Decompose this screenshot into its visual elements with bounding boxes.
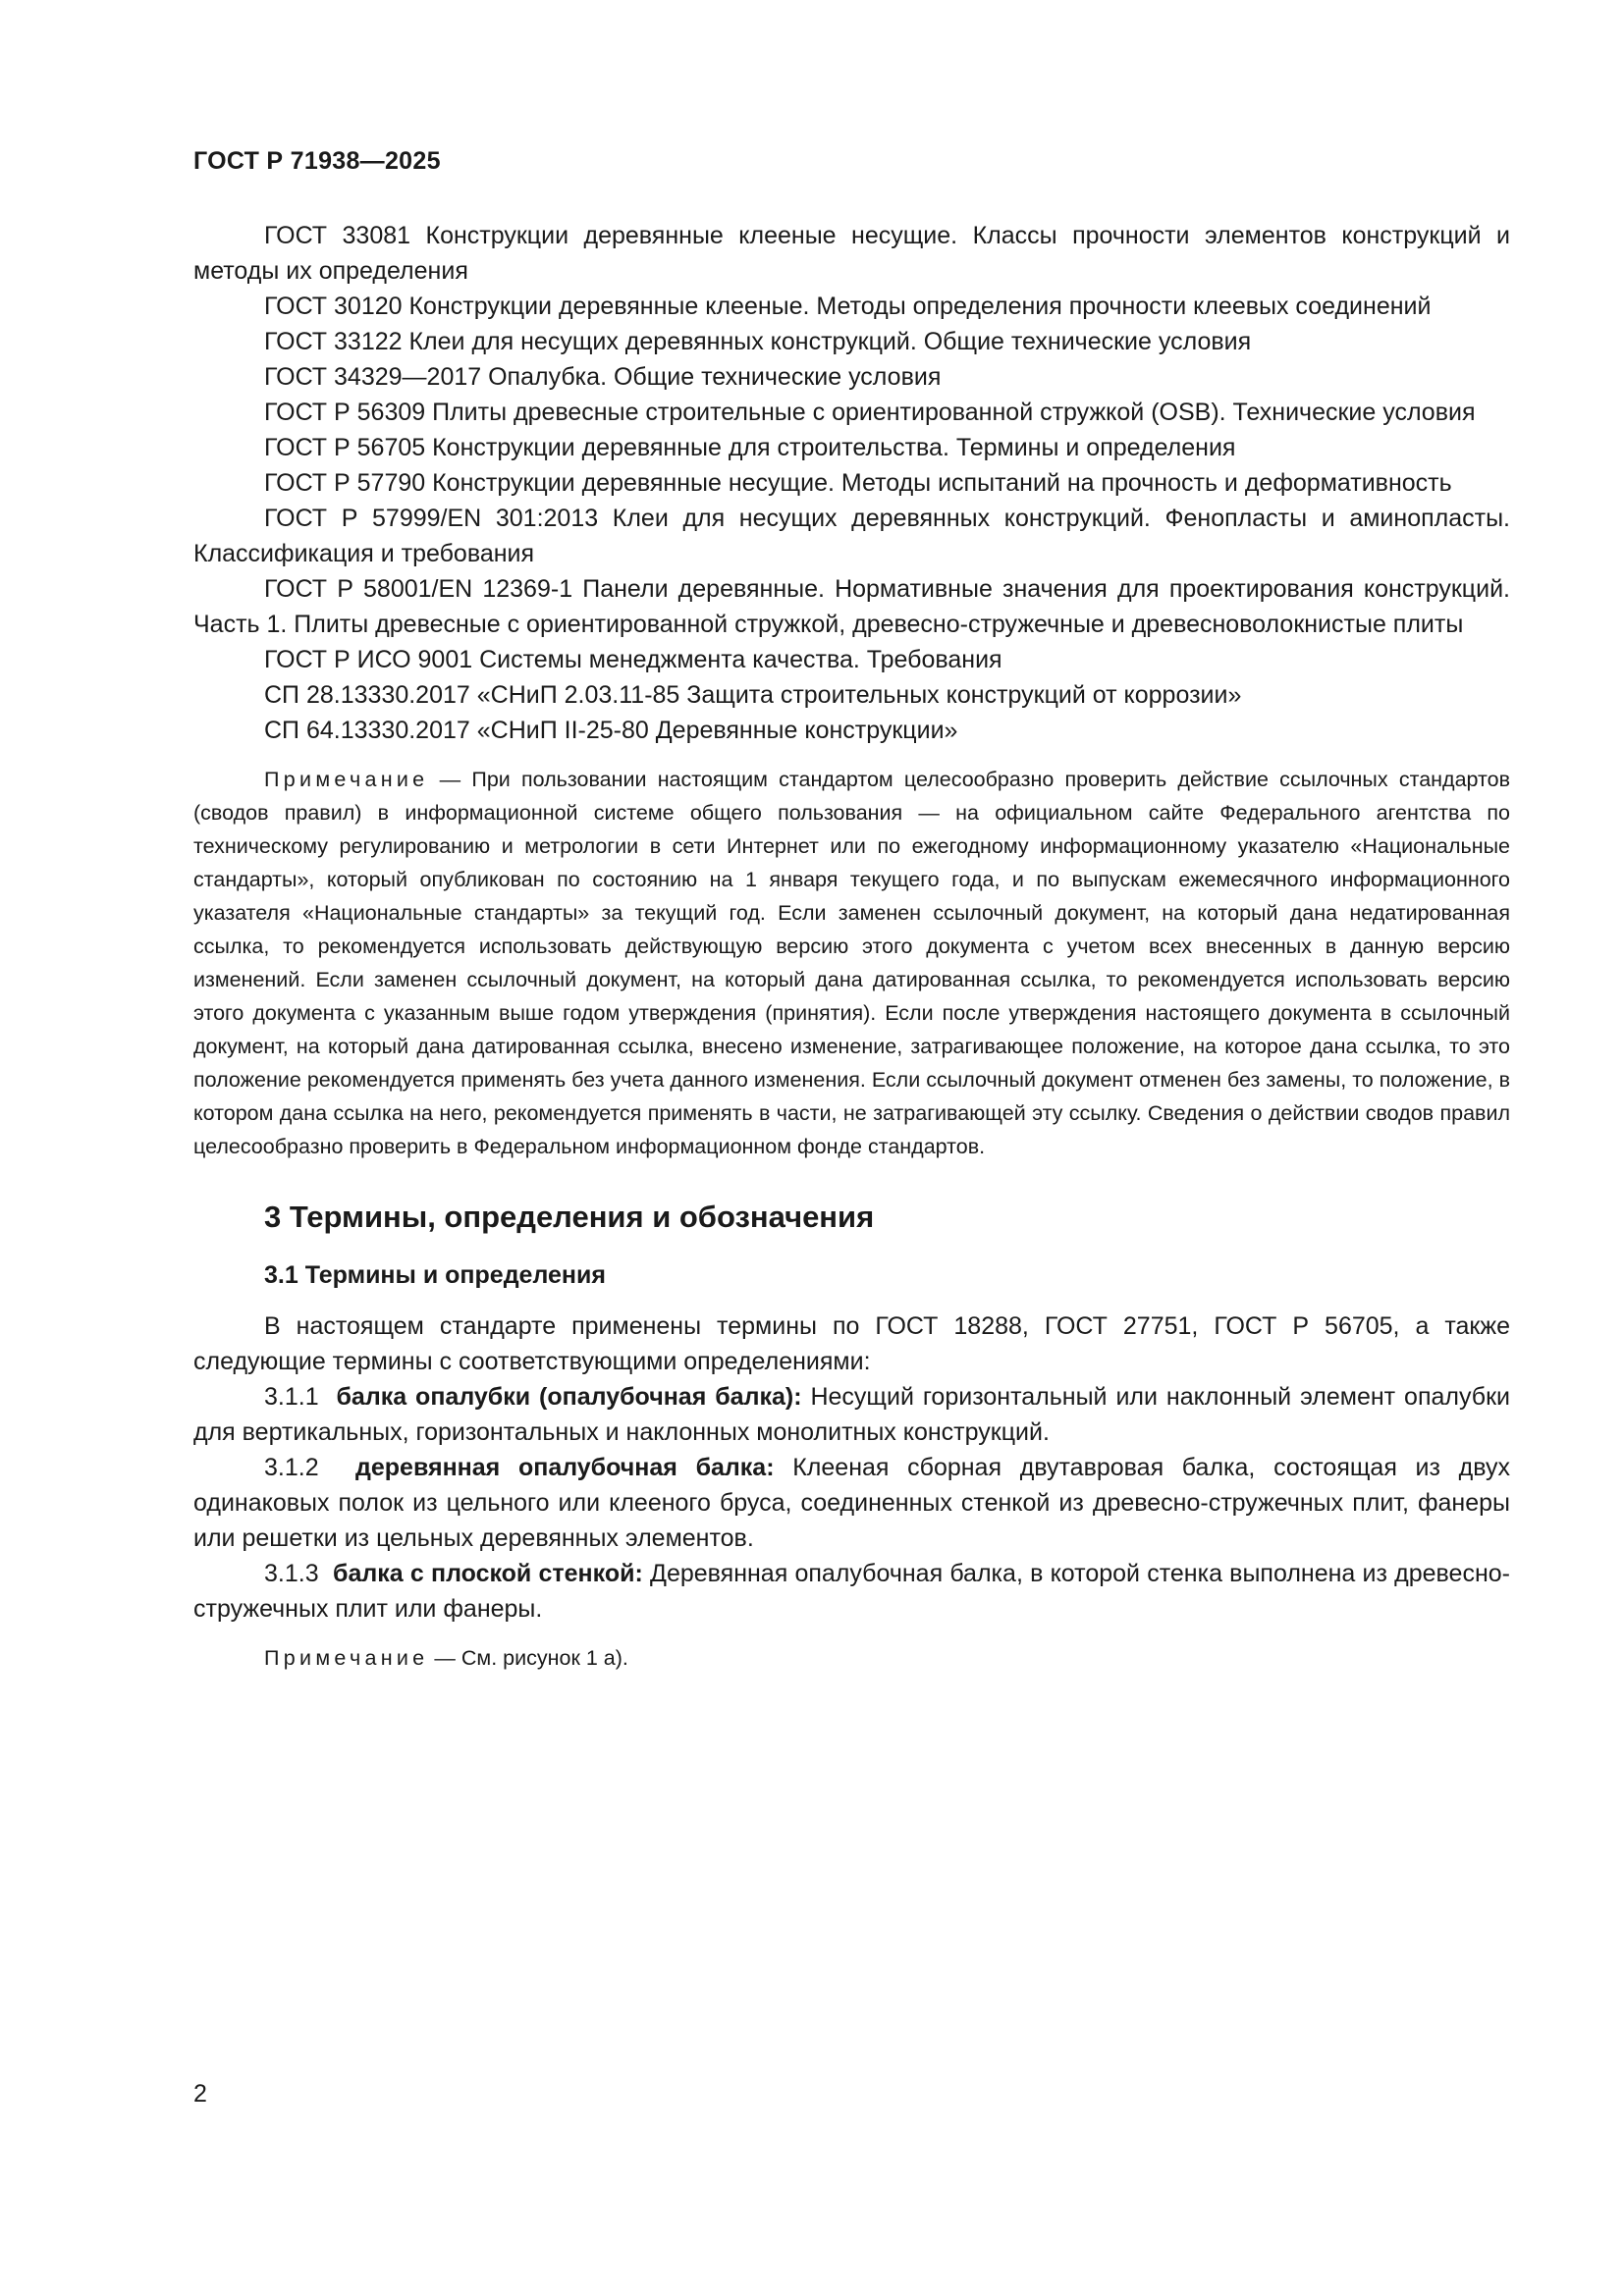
note-label: Примечание — [264, 1646, 429, 1670]
reference-item: ГОСТ Р 57790 Конструкции деревянные несущие. Методы испытаний на прочность и деформативность — [264, 469, 1452, 497]
reference-item: ГОСТ 30120 Конструкции деревянные клееные. Методы определения прочности клеевых соединений — [264, 293, 1432, 320]
terms-list — [193, 1308, 1510, 1627]
term-number: 3.1.2 — [264, 1454, 319, 1481]
normative-references-list — [193, 218, 1510, 748]
reference-item: СП 64.13330.2017 «СНиП II-25-80 Деревянные конструкции» — [264, 717, 958, 744]
term-name: балка с плоской стенкой: — [333, 1560, 643, 1587]
reference-item: ГОСТ 33122 Клеи для несущих деревянных конструкций. Общие технические условия — [264, 328, 1252, 355]
term-entry — [193, 1556, 1510, 1627]
reference-item: ГОСТ 34329—2017 Опалубка. Общие технические условия — [264, 363, 942, 391]
reference-item: ГОСТ Р ИСО 9001 Системы менеджмента качества. Требования — [264, 646, 1002, 673]
note-label: Примечание — [264, 768, 429, 791]
term-number: 3.1.3 — [264, 1560, 319, 1587]
term-definition: Клееная сборная двутавровая балка, состоящая из двух одинаковых полок из цельного или клееного бруса, соединенных стенкой из древесно-стружечных плит, фанеры или решетки из цельных деревянных элементов. — [193, 1454, 1510, 1552]
reference-item: ГОСТ 33081 Конструкции деревянные клееные несущие. Классы прочности элементов конструкций и методы их определения — [193, 222, 1510, 285]
note-text: — При пользовании настоящим стандартом целесообразно проверить действие ссылочных стандартов (сводов правил) в информационной системе общего пользования — на официальном сайте Федерального агентства по техническому регулированию и метрологии в сети Интернет или по ежегодному информационному указателю «Национальные стандарты», который опубликован по состоянию на 1 января текущего года, и по выпускам ежемесячного информационного указателя «Национальные стандарты» за текущий год. Если заменен ссылочный документ, на который дана недатированная ссылка, то рекомендуется использовать действующую версию этого документа с учетом всех внесенных в данную версию изменений. Если заменен ссылочный документ, на который дана датированная ссылка, то рекомендуется использовать версию этого документа с указанным выше годом утверждения (принятия). Если после утверждения настоящего документа в ссылочный документ, на который дана датированная ссылка, внесено изменение, затрагивающее положение, на которое дана ссылка, то это положение рекомендуется применять без учета данного изменения. Если ссылочный документ отменен без замены, то положение, в котором дана ссылка на него, рекомендуется применять в части, не затрагивающей эту ссылку. Сведения о действии сводов правил целесообразно проверить в Федеральном информационном фонде стандартов. — [193, 768, 1510, 1158]
term-entry — [193, 1379, 1510, 1450]
document-header: ГОСТ Р 71938—2025 — [193, 147, 441, 175]
section-heading: 3 Термины, определения и обозначения — [264, 1200, 875, 1234]
term-name: деревянная опалубочная балка: — [355, 1454, 775, 1481]
term-note — [193, 1641, 1510, 1675]
term-name: балка опалубки (опалубочная балка): — [336, 1383, 802, 1411]
reference-item: ГОСТ Р 56705 Конструкции деревянные для строительства. Термины и определения — [264, 434, 1236, 461]
term-entry — [193, 1450, 1510, 1556]
subsection-heading: 3.1 Термины и определения — [264, 1261, 606, 1289]
references-note — [193, 763, 1510, 1163]
reference-item: ГОСТ Р 58001/EN 12369-1 Панели деревянные. Нормативные значения для проектирования конструкций. Часть 1. Плиты древесные с ориентированной стружкой, древесно-стружечные и древесноволокнистые плиты — [193, 575, 1510, 638]
term-number: 3.1.1 — [264, 1383, 319, 1411]
reference-item: ГОСТ Р 56309 Плиты древесные строительные с ориентированной стружкой (OSB). Технические условия — [264, 399, 1476, 426]
term-definition: Деревянная опалубочная балка, в которой стенка выполнена из древесно-стружечных плит или фанеры. — [193, 1560, 1510, 1623]
note-text: — См. рисунок 1 а). — [428, 1646, 628, 1670]
page-number: 2 — [193, 2080, 207, 2108]
page-content — [193, 218, 1510, 1675]
terms-intro: В настоящем стандарте применены термины по ГОСТ 18288, ГОСТ 27751, ГОСТ Р 56705, а также следующие термины с соответствующими определениями: — [193, 1312, 1510, 1375]
reference-item: ГОСТ Р 57999/EN 301:2013 Клеи для несущих деревянных конструкций. Фенопласты и аминопласты. Классификация и требования — [193, 505, 1510, 567]
term-definition: Несущий горизонтальный или наклонный элемент опалубки для вертикальных, горизонтальных и наклонных монолитных конструкций. — [193, 1383, 1510, 1446]
reference-item: СП 28.13330.2017 «СНиП 2.03.11-85 Защита строительных конструкций от коррозии» — [264, 681, 1242, 709]
